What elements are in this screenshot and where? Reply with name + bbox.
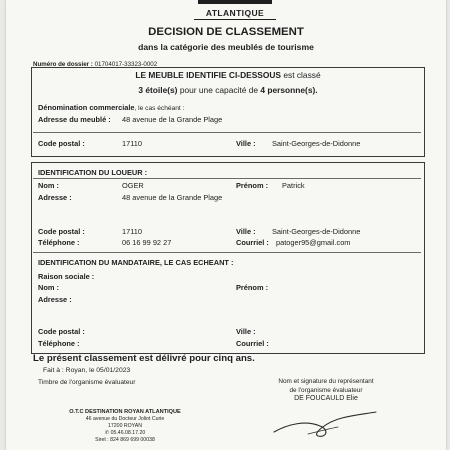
- capacity-text: pour une capacité de: [179, 85, 259, 95]
- denomination-note: , le cas échéant :: [134, 105, 185, 112]
- stamp-line-1: O.T.C DESTINATION ROYAN ATLANTIQUE: [69, 409, 181, 415]
- loueur-nom-value: OGER: [122, 181, 144, 190]
- mandataire-adresse-label: Adresse :: [38, 295, 72, 304]
- stamp-phone-value: 05.46.08.17.20: [110, 430, 146, 436]
- denomination-label: Dénomination commerciale: [38, 103, 135, 112]
- signature-line-2: de l'organisme évaluateur: [289, 387, 363, 394]
- meuble-statement: [31, 71, 425, 80]
- meuble-ville-value: Saint-Georges-de-Didonne: [272, 139, 361, 148]
- meuble-classe: est classé: [283, 70, 321, 80]
- loueur-courriel-value: patoger95@gmail.com: [276, 238, 351, 247]
- meuble-heading: LE MEUBLE IDENTIFIE CI-DESSOUS: [135, 70, 282, 80]
- loueur-cp-label: Code postal :: [38, 227, 85, 236]
- mandataire-ville-label: Ville :: [236, 327, 256, 336]
- meuble-capacity: [31, 86, 425, 95]
- loueur-tel-label: Téléphone :: [38, 238, 80, 247]
- validity-statement: Le présent classement est délivré pour cinq ans.: [33, 353, 255, 364]
- signatory-name: DE FOUCAULD Elie: [294, 395, 358, 402]
- mandataire-courriel-label: Courriel :: [236, 339, 269, 348]
- meuble-cp-label: Code postal :: [38, 139, 85, 148]
- stars-value: 3 étoile(s): [138, 85, 178, 95]
- document-page: [6, 0, 446, 450]
- meuble-cp-value: 17110: [122, 139, 143, 148]
- dossier-label: Numéro de dossier :: [33, 61, 93, 68]
- logo-text: ATLANTIQUE: [194, 8, 276, 20]
- mandataire-prenom-label: Prénom :: [236, 283, 269, 292]
- meuble-adresse-value: 48 avenue de la Grande Plage: [122, 115, 223, 124]
- dossier-value: 01704017-33323-0002: [94, 61, 158, 68]
- fait-a: Fait à : Royan, le 05/01/2023: [43, 367, 131, 374]
- handwritten-signature: [268, 402, 388, 442]
- mandataire-raison-label: Raison sociale :: [38, 272, 95, 281]
- meuble-ville-label: Ville :: [236, 139, 256, 148]
- stamp-phone: [50, 430, 200, 437]
- timbre-label: Timbre de l'organisme évaluateur: [38, 379, 136, 386]
- office-logo: [194, 0, 276, 22]
- capacity-value: 4 personne(s).: [260, 85, 318, 95]
- mandataire-nom-label: Nom :: [38, 283, 59, 292]
- loueur-heading: IDENTIFICATION DU LOUEUR :: [38, 168, 148, 177]
- phone-icon: ✆: [104, 430, 110, 436]
- loueur-ville-label: Ville :: [236, 227, 256, 236]
- stamp-line-2: 46 avenue du Docteur Joliot Curie: [85, 416, 165, 422]
- loueur-courriel-label: Courriel :: [236, 238, 269, 247]
- mandataire-cp-label: Code postal :: [38, 327, 85, 336]
- loueur-tel-value: 06 16 99 92 27: [122, 238, 172, 247]
- loueur-nom-label: Nom :: [38, 181, 59, 190]
- loueur-cp-value: 17110: [122, 227, 143, 236]
- loueur-adresse-label: Adresse :: [38, 193, 72, 202]
- loueur-prenom-label: Prénom :: [236, 181, 269, 190]
- mandataire-heading: IDENTIFICATION DU MANDATAIRE, LE CAS ECHEANT :: [38, 258, 234, 267]
- denomination-row: [38, 103, 184, 113]
- page-title: DECISION DE CLASSEMENT: [148, 26, 304, 38]
- signature-line-1: Nom et signature du représentant: [278, 378, 374, 385]
- meuble-adresse-label: Adresse du meublé :: [38, 115, 111, 124]
- loueur-ville-value: Saint-Georges-de-Didonne: [272, 227, 361, 236]
- mandataire-tel-label: Téléphone :: [38, 339, 80, 348]
- loueur-prenom-value: Patrick: [282, 181, 305, 190]
- loueur-adresse-value: 48 avenue de la Grande Plage: [122, 193, 223, 202]
- stamp-line-3: 17200 ROYAN: [108, 423, 142, 429]
- page-subtitle: dans la catégorie des meublés de tourisme: [138, 42, 314, 52]
- stamp-line-5: Siret : 824 869 699 00038: [95, 437, 155, 443]
